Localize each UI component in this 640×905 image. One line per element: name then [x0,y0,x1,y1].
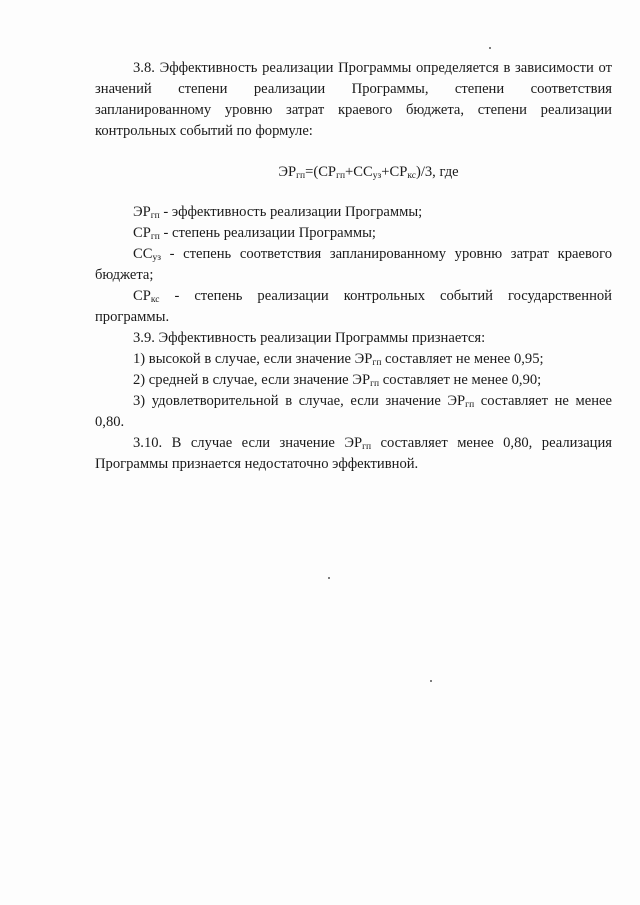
criteria-text: 1) высокой в случае, если значение ЭР [133,351,373,367]
criteria-item-1 [95,349,612,370]
efficiency-formula [95,162,612,183]
definition-text: - степень соответствия запланированному уровню затрат краевого бюджета; [95,246,612,283]
paragraph-3-8: 3.8. Эффективность реализации Программы определяется в зависимости от значений степени реализации Программы, степени соответствия запланированному уровню затрат краевого бюджета, степени реализации контрольных событий по формуле: [95,60,612,139]
definition-symbol: СС [133,246,153,262]
criteria-text: составляет не менее 0,95; [381,351,544,367]
criteria-item-2 [95,370,612,391]
document-body [95,58,612,475]
criteria-text: 3) удовлетворительной в случае, если значение ЭР [133,393,466,409]
formula-srks-sub: кс [407,171,416,181]
scan-speck [328,577,330,579]
definition-er-gp [95,202,612,223]
definition-sr-gp [95,223,612,244]
criteria-subscript: гп [370,379,380,389]
formula-er-sub: гп [296,171,306,181]
scan-speck [489,47,491,49]
criteria-text: составляет не менее 0,80. [95,393,612,430]
paragraph-text: составляет менее 0,80, реализация Программы признается недостаточно эффективной. [95,435,613,472]
formula-sr-sub: гп [336,171,346,181]
criteria-text: 2) средней в случае, если значение ЭР [133,372,371,388]
paragraph-text: 3.10. В случае если значение ЭР [133,435,363,451]
definition-symbol: ЭР [133,204,151,220]
criteria-text: составляет не менее 0,90; [379,372,542,388]
criteria-subscript: гп [465,400,475,410]
definition-subscript: гп [150,211,160,221]
definition-sr-ks [95,286,612,328]
definition-text: - степень реализации контрольных событий государственной программы. [95,288,612,325]
formula-tail: )/3, где [415,164,459,180]
definition-text: - эффективность реализации Программы; [159,204,423,220]
paragraph-3-9: 3.9. Эффективность реализации Программы признается: [133,330,486,346]
definition-symbol: СР [133,288,151,304]
definition-ss-uz [95,244,612,286]
formula-ss-sub: уз [372,171,382,181]
paragraph-subscript: гп [362,442,372,452]
formula-er: ЭР [278,164,297,180]
definition-subscript: кс [150,295,160,305]
formula-part-2: +СС [345,164,373,180]
scan-speck [430,680,432,682]
definition-text: - степень реализации Программы; [159,225,376,241]
criteria-subscript: гп [372,358,382,368]
criteria-item-3 [95,391,612,433]
formula-part-3: +СР [381,164,408,180]
paragraph-3-10 [95,433,612,475]
formula-part-1: =(СР [305,164,337,180]
definition-subscript: уз [152,253,161,263]
definition-subscript: гп [150,232,160,242]
definition-symbol: СР [133,225,151,241]
